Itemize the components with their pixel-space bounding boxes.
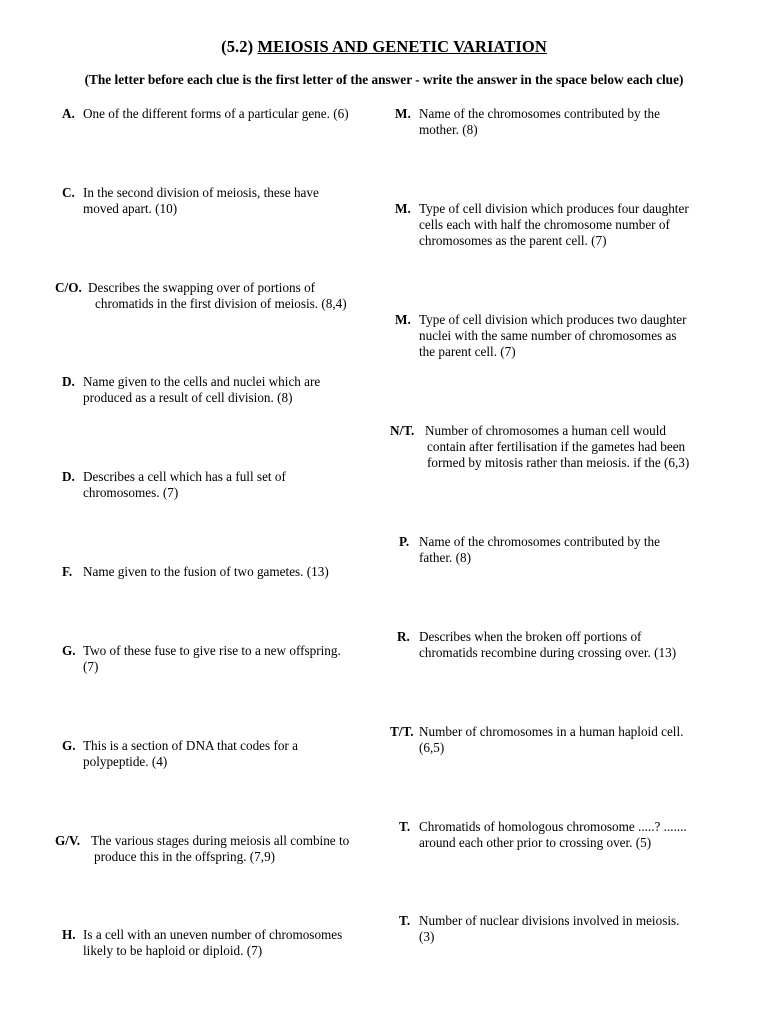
- clue-line: Describes when the broken off portions of: [419, 629, 642, 644]
- title-main: MEIOSIS AND GENETIC VARIATION: [257, 37, 547, 56]
- clue-line: moved apart. (10): [83, 201, 178, 216]
- clue-right-7: [390, 724, 683, 756]
- clue-right-8: [399, 819, 687, 851]
- clue-left-2: [62, 185, 319, 217]
- clue-line: Describes a cell which has a full set of: [83, 469, 286, 484]
- clue-letter: F.: [62, 564, 73, 579]
- clue-letter: M.: [395, 106, 411, 121]
- clue-left-8: [62, 738, 298, 770]
- clue-line: chromatids recombine during crossing over. (13): [419, 645, 677, 660]
- clue-line: contain after fertilisation if the gametes had been: [427, 439, 686, 454]
- clue-line: likely to be haploid or diploid. (7): [83, 943, 263, 958]
- clue-letter: D.: [62, 374, 75, 389]
- clue-line: Describes the swapping over of portions of: [88, 280, 316, 295]
- clue-left-1: [62, 106, 349, 122]
- clue-left-10: [62, 927, 342, 959]
- clue-left-7: [62, 643, 341, 675]
- clue-line: Type of cell division which produces two daughter: [419, 312, 687, 327]
- clue-left-5: [62, 469, 286, 501]
- clue-letter: G.: [62, 738, 76, 753]
- title-prefix: (5.2): [221, 37, 258, 56]
- clue-line: (7): [83, 659, 99, 674]
- clue-line: Chromatids of homologous chromosome .....? .......: [419, 819, 687, 834]
- clue-letter: G/V.: [55, 833, 81, 848]
- clue-line: In the second division of meiosis, these have: [83, 185, 319, 200]
- clue-letter: R.: [397, 629, 410, 644]
- clue-letter: M.: [395, 201, 411, 216]
- clue-line: mother. (8): [419, 122, 478, 137]
- clue-letter: T/T.: [390, 724, 414, 739]
- clue-letter: N/T.: [390, 423, 415, 438]
- clue-line: chromosomes. (7): [83, 485, 179, 500]
- clue-line: chromosomes as the parent cell. (7): [419, 233, 607, 248]
- clue-letter: G.: [62, 643, 76, 658]
- clue-right-3: [395, 312, 687, 360]
- clue-line: (6,5): [419, 740, 445, 755]
- clue-line: produced as a result of cell division. (8): [83, 390, 293, 405]
- clue-line: polypeptide. (4): [83, 754, 168, 769]
- clue-line: father. (8): [419, 550, 471, 565]
- clue-letter: A.: [62, 106, 75, 121]
- clue-line: Number of chromosomes a human cell would: [425, 423, 666, 438]
- clue-letter: T.: [399, 819, 411, 834]
- clue-line: Number of nuclear divisions involved in meiosis.: [419, 913, 680, 928]
- clue-letter: C.: [62, 185, 75, 200]
- clue-right-4: [390, 423, 689, 471]
- clue-letter: H.: [62, 927, 76, 942]
- clue-letter: P.: [399, 534, 410, 549]
- clue-line: Type of cell division which produces four daughter: [419, 201, 689, 216]
- clue-right-2: [395, 201, 689, 249]
- clue-line: Name of the chromosomes contributed by the: [419, 534, 660, 549]
- clue-letter: T.: [399, 913, 411, 928]
- clue-line: chromatids in the first division of meiosis. (8,4): [95, 296, 347, 311]
- clue-left-6: [62, 564, 329, 580]
- clue-letter: C/O.: [55, 280, 82, 295]
- page-title: [0, 37, 768, 57]
- clue-letter: M.: [395, 312, 411, 327]
- clue-right-1: [395, 106, 660, 138]
- clue-line: One of the different forms of a particular gene. (6): [83, 106, 349, 121]
- clue-right-6: [397, 629, 676, 661]
- clue-line: Number of chromosomes in a human haploid cell.: [419, 724, 684, 739]
- clue-letter: D.: [62, 469, 75, 484]
- clue-left-9: [55, 833, 349, 865]
- clue-line: the parent cell. (7): [419, 344, 516, 359]
- instructions: (The letter before each clue is the first letter of the answer - write the answer in the space below each clue): [84, 72, 684, 87]
- clue-line: This is a section of DNA that codes for a: [83, 738, 298, 753]
- clue-line: Name of the chromosomes contributed by the: [419, 106, 660, 121]
- clue-line: Name given to the fusion of two gametes. (13): [83, 564, 329, 579]
- clue-line: (3): [419, 929, 435, 944]
- clue-line: Name given to the cells and nuclei which are: [83, 374, 321, 389]
- clue-left-4: [62, 374, 320, 406]
- clue-line: formed by mitosis rather than meiosis. if the (6,3): [427, 455, 690, 470]
- clue-right-9: [399, 913, 679, 945]
- clue-line: The various stages during meiosis all combine to: [91, 833, 350, 848]
- clue-line: produce this in the offspring. (7,9): [94, 849, 276, 864]
- clue-line: Is a cell with an uneven number of chromosomes: [83, 927, 343, 942]
- clue-line: cells each with half the chromosome number of: [419, 217, 670, 232]
- clue-line: around each other prior to crossing over. (5): [419, 835, 652, 850]
- clue-right-5: [399, 534, 660, 566]
- clue-left-3: [55, 280, 347, 312]
- clue-line: nuclei with the same number of chromosomes as: [419, 328, 677, 343]
- clue-line: Two of these fuse to give rise to a new offspring.: [83, 643, 341, 658]
